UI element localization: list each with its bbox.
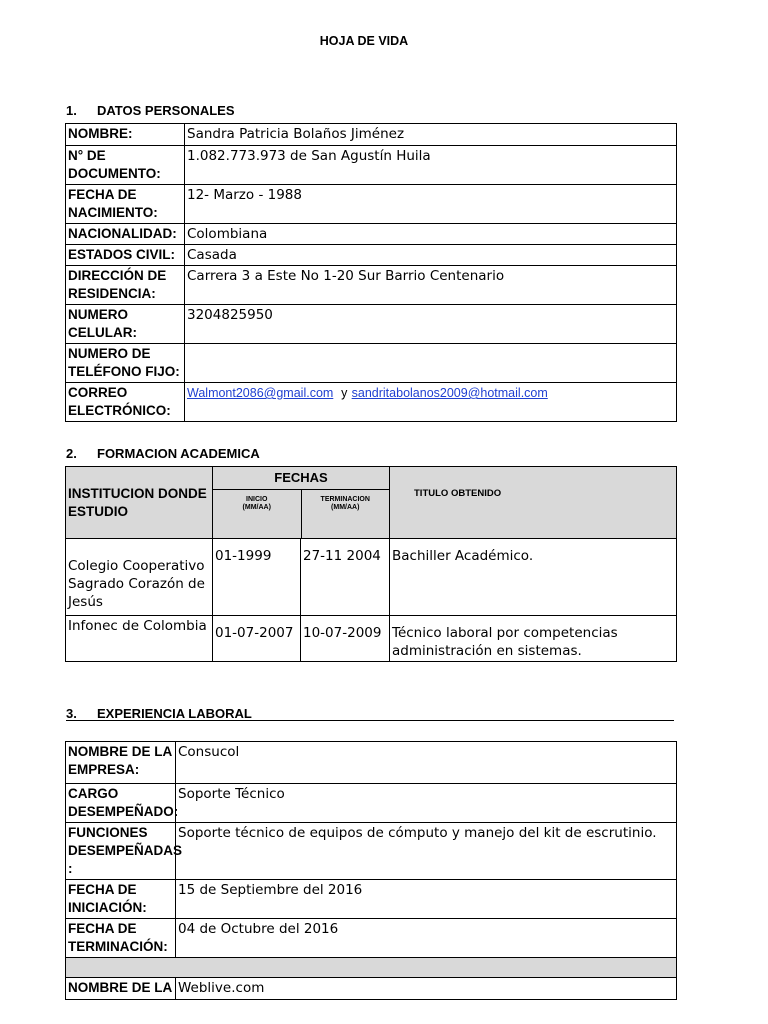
education-table [65, 466, 677, 662]
header-titulo: TITULO OBTENIDO [390, 467, 677, 539]
field-label: FECHA DE INICIACIÓN: [66, 880, 176, 919]
field-label: FUNCIONES DESEMPEÑADAS : [66, 823, 176, 880]
section-2-heading [66, 446, 260, 461]
field-value: Casada [185, 245, 677, 266]
field-label: NOMBRE DE LA EMPRESA: [66, 742, 176, 784]
field-value: 1.082.773.973 de San Agustín Huila [185, 146, 677, 185]
table-separator-row [66, 958, 677, 978]
cell-inicio: 01-07-2007 [213, 616, 301, 662]
separator-cell [66, 958, 677, 978]
cell-titulo: Bachiller Académico. [390, 539, 677, 616]
field-label: CORREO ELECTRÓNICO: [66, 383, 185, 422]
table-row [66, 266, 677, 305]
table-header-row [66, 467, 677, 539]
field-value: Carrera 3 a Este No 1-20 Sur Barrio Centenario [185, 266, 677, 305]
field-label: FECHA DE TERMINACIÓN: [66, 919, 176, 958]
personal-data-table [65, 123, 677, 422]
field-label: NUMERO CELULAR: [66, 305, 185, 344]
table-row [66, 978, 677, 1000]
field-value: Colombiana [185, 224, 677, 245]
email-link-1[interactable]: Walmont2086@gmail.com [187, 386, 334, 400]
field-value: 3204825950 [185, 305, 677, 344]
field-label: ESTADOS CIVIL: [66, 245, 185, 266]
section-1-title: DATOS PERSONALES [97, 103, 235, 118]
table-row [66, 185, 677, 224]
field-label: NOMBRE: [66, 124, 185, 146]
field-value: Weblive.com [176, 978, 677, 1000]
table-row [66, 344, 677, 383]
cell-terminacion: 27-11 2004 [301, 539, 390, 616]
field-value: Soporte Técnico [176, 784, 677, 823]
table-row [66, 784, 677, 823]
cell-institution: Infonec de Colombia [66, 616, 213, 662]
cell-titulo: Técnico laboral por competencias administración en sistemas. [390, 616, 677, 662]
section-3-number: 3. [66, 707, 77, 721]
field-label: FECHA DE NACIMIENTO: [66, 185, 185, 224]
field-value [185, 344, 677, 383]
section-1-number: 1. [66, 103, 77, 118]
field-value: 12- Marzo - 1988 [185, 185, 677, 224]
field-label: N° DE DOCUMENTO: [66, 146, 185, 185]
cell-inicio: 01-1999 [213, 539, 301, 616]
cell-institution: Colegio Cooperativo Sagrado Corazón de Jesús [66, 539, 213, 616]
field-value: Consucol [176, 742, 677, 784]
field-label: CARGO DESEMPEÑADO: [66, 784, 176, 823]
header-fechas-group [213, 467, 390, 539]
section-3-heading [66, 707, 674, 721]
field-label: DIRECCIÓN DE RESIDENCIA: [66, 266, 185, 305]
table-row [66, 146, 677, 185]
table-row [66, 539, 677, 616]
section-1-heading [66, 103, 234, 118]
table-row [66, 245, 677, 266]
field-label: NACIONALIDAD: [66, 224, 185, 245]
table-row [66, 919, 677, 958]
field-label: NUMERO DE TELÉFONO FIJO: [66, 344, 185, 383]
field-value: Soporte técnico de equipos de cómputo y manejo del kit de escrutinio. [176, 823, 677, 880]
field-value: 15 de Septiembre del 2016 [176, 880, 677, 919]
cell-terminacion: 10-07-2009 [301, 616, 390, 662]
field-value: 04 de Octubre del 2016 [176, 919, 677, 958]
section-2-title: FORMACION ACADEMICA [97, 446, 260, 461]
table-row [66, 823, 677, 880]
field-label: NOMBRE DE LA [66, 978, 176, 1000]
section-3-title: EXPERIENCIA LABORAL [97, 707, 252, 721]
email-link-2[interactable]: sandritabolanos2009@hotmail.com [351, 386, 548, 400]
work-experience-table [65, 741, 677, 1000]
header-terminacion: TERMINACION (MM/AA) [320, 496, 370, 511]
section-2-number: 2. [66, 446, 77, 461]
table-row [66, 124, 677, 146]
table-row [66, 616, 677, 662]
header-inicio: INICIO (MM/AA) [213, 490, 302, 538]
header-fechas: FECHAS [213, 467, 389, 490]
email-connector: y [341, 386, 348, 400]
table-row [66, 383, 677, 422]
table-row [66, 742, 677, 784]
table-row [66, 224, 677, 245]
table-row [66, 305, 677, 344]
header-institution: INSTITUCION DONDE ESTUDIO [66, 467, 213, 539]
table-row [66, 880, 677, 919]
field-value: Sandra Patricia Bolaños Jiménez [185, 124, 677, 146]
document-title: HOJA DE VIDA [319, 34, 409, 48]
field-value [185, 383, 677, 422]
